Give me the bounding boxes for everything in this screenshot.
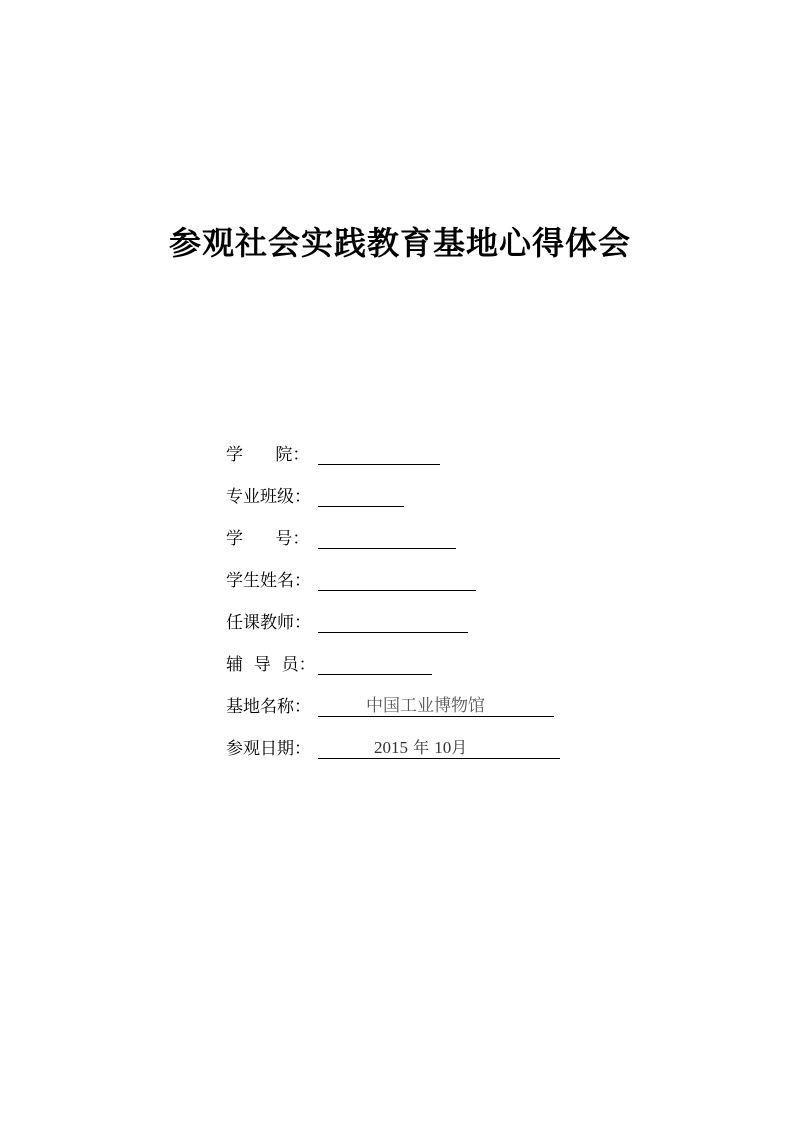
college-label: 学 院： [226,445,310,465]
base-name-label: 基地名称： [226,697,311,717]
visit-date-label: 参观日期： [226,739,311,759]
document-title: 参观社会实践教育基地心得体会 [168,224,631,262]
visit-date-field[interactable] [318,734,560,759]
student-id-label: 学 号： [226,529,310,549]
visit-month: 10 [434,738,452,757]
teacher-label: 任课教师： [226,613,311,633]
student-name-label: 学生姓名： [226,571,311,591]
counselor-label: 辅 导 员： [226,655,316,675]
visit-year: 2015 [374,738,408,757]
class-label: 专业班级： [226,487,311,507]
visit-date-value [318,734,560,762]
counselor-field[interactable] [318,650,432,675]
visit-month-unit: 月 [451,738,468,757]
student-name-field[interactable] [318,566,476,591]
student-id-field[interactable] [318,524,456,549]
class-field[interactable] [318,482,404,507]
college-field[interactable] [318,440,440,465]
teacher-field[interactable] [318,608,468,633]
visit-year-unit: 年 [408,738,435,757]
base-name-value: 中国工业博物馆 [366,696,485,716]
base-name-field[interactable] [318,692,554,717]
